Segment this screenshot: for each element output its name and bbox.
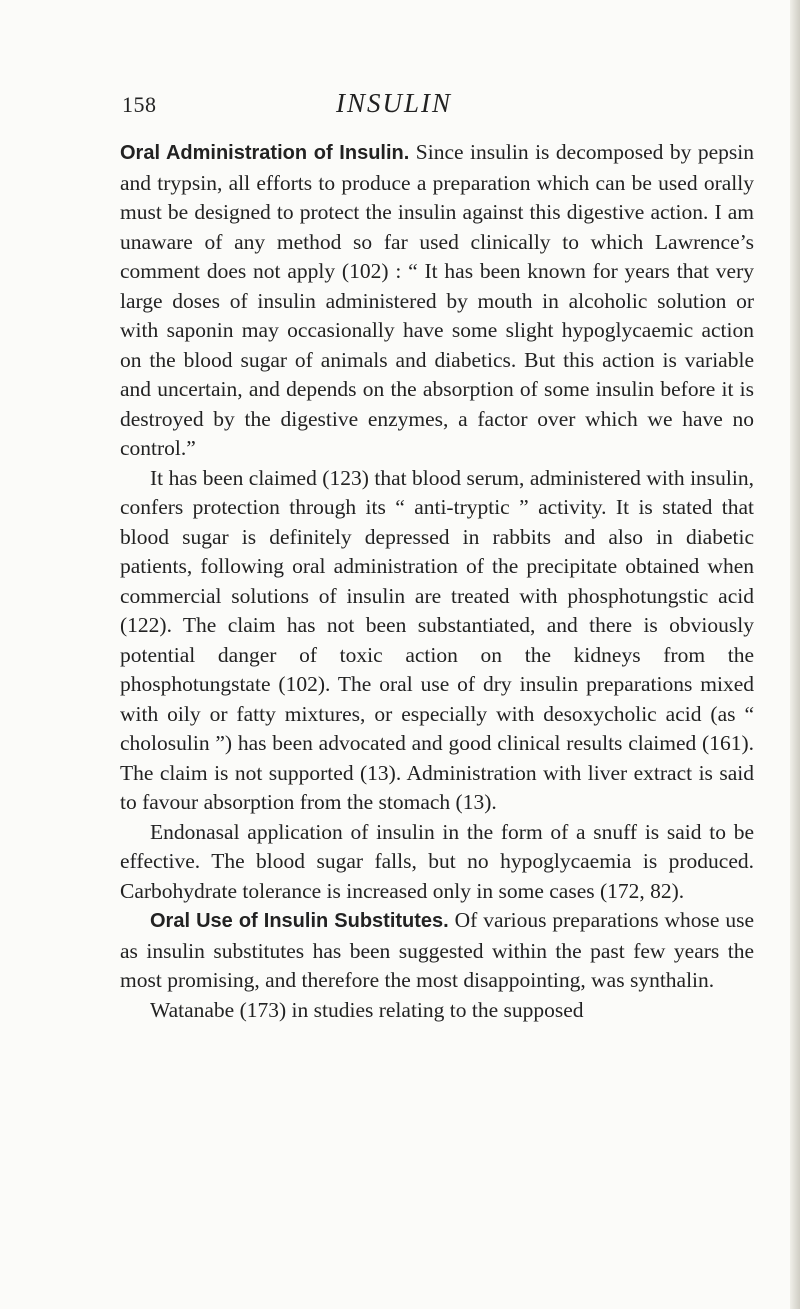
running-title: INSULIN (336, 88, 453, 118)
paragraph-text: Since insulin is decomposed by pepsin and trypsin, all efforts to produce a preparation which can be used orally must be designed to protect the insulin against this digestive action. I am unaware of any method so far used clinically to which Lawrence’s comment does not apply (102) : “ It has been known for years that very large doses of insulin administered by mouth in alcoholic solution or with saponin may occasionally have some slight hypoglycaemic action on the blood sugar of animals and diabetics. But this action is variable and uncertain, and depends on the absorption of some insulin before it is destroyed by the digestive enzymes, a factor over which we have no control.” (120, 140, 755, 460)
paragraph-insulin-substitutes (120, 906, 754, 996)
paragraph-text: Of various preparations whose use as insulin substitutes has been suggested within the past few years the most promising, and therefore the most disappointing, was synthalin. (120, 908, 754, 992)
page-number: 158 (122, 92, 157, 117)
section-heading-oral-administration: Oral Administration of Insulin. (120, 142, 410, 164)
paragraph-oral-administration (120, 138, 754, 464)
paragraph-blood-serum: It has been claimed (123) that blood serum, administered with insulin, confers protection through its “ anti-tryptic ” activity. It is stated that blood sugar is definitely depressed in rabbits and also in diabetic patients, following oral administration of the precipitate obtained when commercial solutions of insulin are treated with phosphotungstic acid (122). The claim has not been substantiated, and there is obviously potential danger of toxic action on the kidneys from the phosphotungstate (102). The oral use of dry insulin preparations mixed with oily or fatty mixtures, or especially with desoxycholic acid (as “ cholosulin ”) has been advocated and good clinical results claimed (161). The claim is not supported (13). Administration with liver extract is said to favour absorption from the stomach (13). (120, 465, 754, 814)
body-text (120, 138, 754, 1025)
page-edge-shadow (790, 0, 800, 1309)
section-heading-insulin-substitutes: Oral Use of Insulin Substitutes. (150, 910, 449, 932)
paragraph-endonasal: Endonasal application of insulin in the form of a snuff is said to be effective. The blood sugar falls, but no hypoglycaemia is produced. Carbohydrate tolerance is increased only in some cases (172, 82). (120, 819, 754, 903)
paragraph-watanabe: Watanabe (173) in studies relating to the supposed (150, 997, 584, 1022)
page-header (0, 88, 800, 124)
